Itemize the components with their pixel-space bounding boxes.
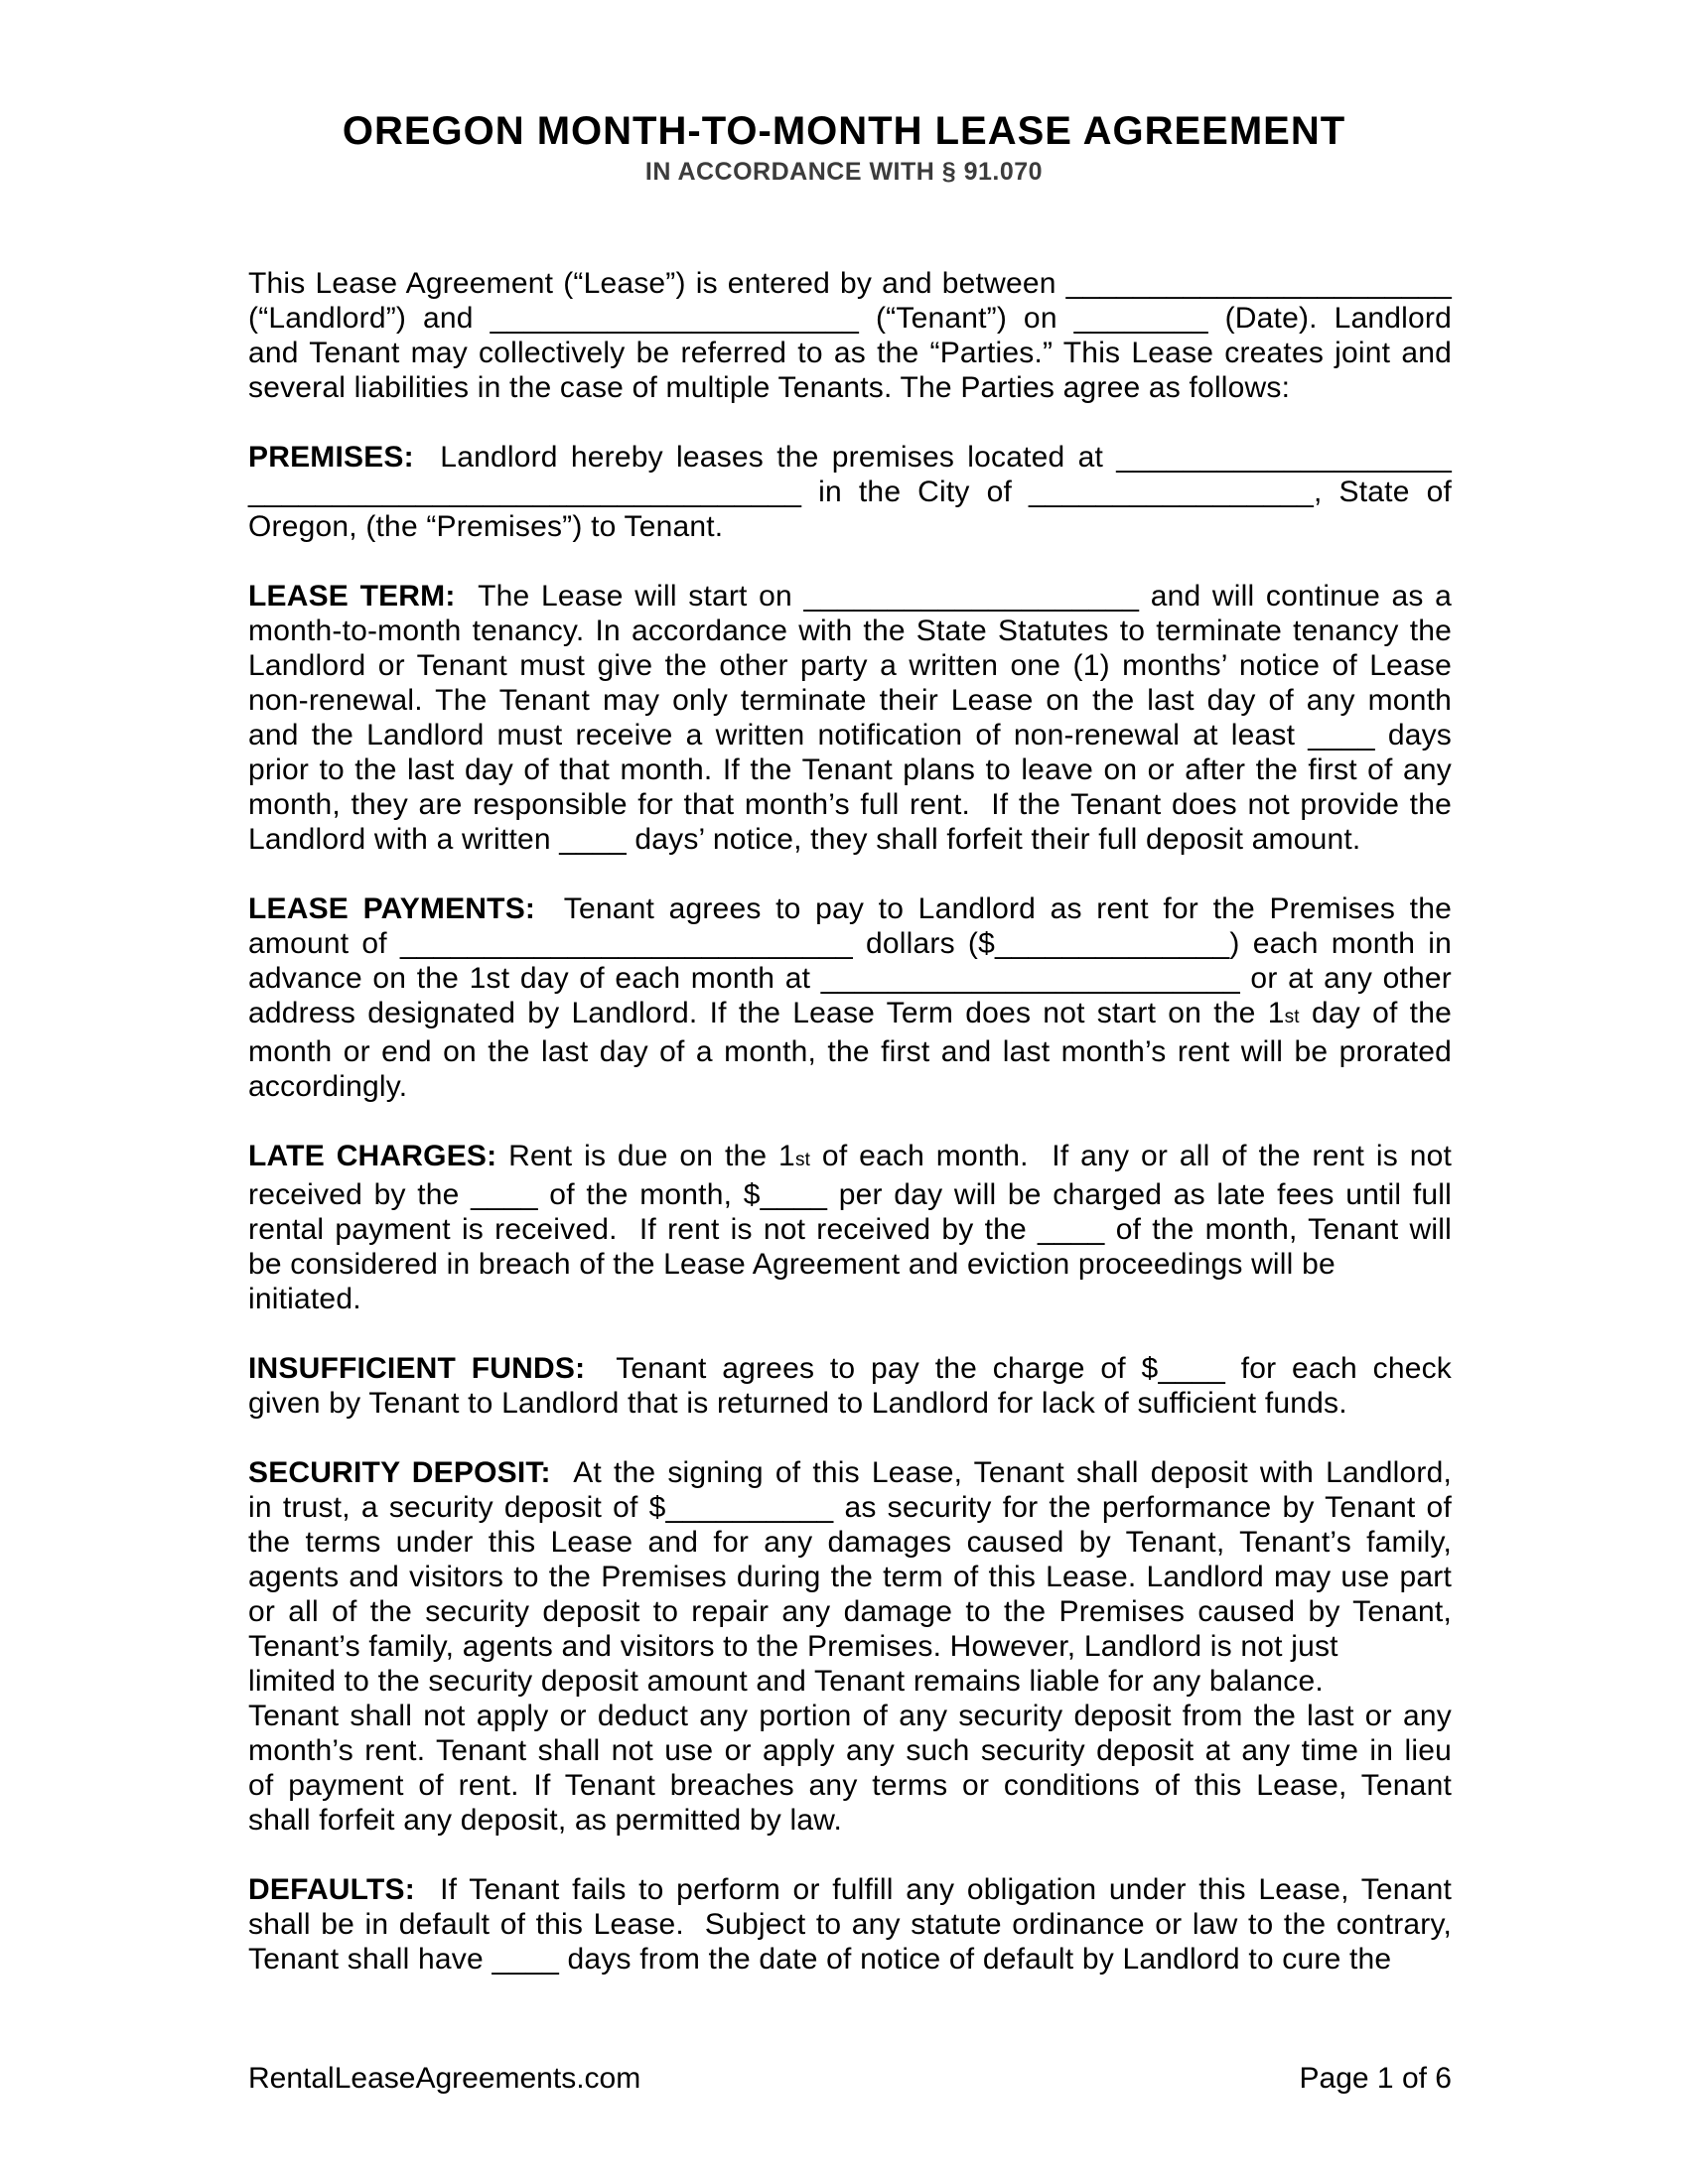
text-segment: dollars ($: [852, 927, 995, 960]
blank-field: ____: [559, 823, 627, 856]
text-line: [248, 718, 1452, 752]
text-segment: and will continue as a: [1139, 580, 1453, 613]
paragraph-defaults: [248, 1872, 1452, 1977]
text-line: [248, 926, 1452, 961]
text-line: [248, 996, 1452, 1034]
text-segment: shall forfeit any deposit, as permitted by law.: [248, 1804, 843, 1837]
blank-field: ____: [760, 1178, 828, 1211]
text-segment: (“Landlord”) and: [248, 302, 491, 335]
text-segment: days: [1374, 719, 1452, 751]
text-segment: prior to the last day of that month. If the Tenant plans to leave on or after the first of any: [248, 753, 1452, 786]
text-segment: be considered in breach of the Lease Agreement and eviction proceedings will be: [248, 1248, 1336, 1281]
text-segment: days from the date of notice of default by Landlord to cure the: [558, 1943, 1392, 1976]
paragraph-lease-payments: [248, 891, 1452, 1104]
blank-field: __________: [665, 1491, 834, 1524]
text-line: [248, 1139, 1452, 1177]
text-segment: or at any other: [1239, 962, 1453, 995]
text-line: [248, 1455, 1452, 1490]
text-line: [248, 1490, 1452, 1525]
text-line: [248, 1069, 1452, 1104]
footer-site-name: RentalLeaseAgreements.com: [248, 2062, 641, 2095]
blank-field: ____: [492, 1943, 559, 1976]
text-line: [248, 1351, 1452, 1386]
text-segment: accordingly.: [248, 1070, 408, 1103]
blank-field: ____: [1038, 1213, 1105, 1246]
document-body: [248, 266, 1452, 1977]
text-line: [248, 1629, 1452, 1664]
blank-field: ______________________: [490, 302, 860, 335]
text-line: [248, 614, 1452, 648]
blank-field: ____________________: [1116, 441, 1452, 474]
text-line: [248, 509, 1452, 544]
text-segment: month or end on the last day of a month, the first and last month’s rent will be prorated: [248, 1035, 1452, 1068]
text-segment: If Tenant fails to perform or fulfill any obligation under this Lease, Tenant: [414, 1873, 1452, 1906]
text-segment: received by the: [248, 1178, 472, 1211]
text-segment: of the month, $: [537, 1178, 761, 1211]
text-line: [248, 1247, 1452, 1282]
text-segment: The Lease will start on: [455, 580, 804, 613]
text-segment: Tenant shall not apply or deduct any portion of any security deposit from the last or any: [248, 1700, 1452, 1732]
text-line: [248, 336, 1452, 370]
text-segment: in the City of: [801, 476, 1029, 508]
text-line: [248, 891, 1452, 926]
text-line: [248, 440, 1452, 475]
text-line: [248, 1212, 1452, 1247]
page-title: OREGON MONTH-TO-MONTH LEASE AGREEMENT: [342, 109, 1346, 153]
blank-field: ______________: [995, 927, 1230, 960]
section-heading: INSUFFICIENT FUNDS:: [248, 1352, 586, 1385]
blank-field: _______________________: [1065, 267, 1452, 300]
paragraph-lease-term: [248, 579, 1452, 857]
section-heading: LEASE PAYMENTS:: [248, 892, 536, 925]
text-segment: Oregon, (the “Premises”) to Tenant.: [248, 510, 724, 543]
text-line: [248, 1594, 1452, 1629]
text-line: [248, 1803, 1452, 1838]
text-segment: for each check: [1224, 1352, 1452, 1385]
text-segment: non-renewal. The Tenant may only terminate their Lease on the last day of any month: [248, 684, 1452, 717]
text-line: [248, 1386, 1452, 1421]
text-line: [248, 1733, 1452, 1768]
text-line: [248, 301, 1452, 336]
text-line: [248, 1872, 1452, 1907]
text-segment: (“Tenant”) on: [859, 302, 1074, 335]
paragraph-intro: [248, 266, 1452, 405]
text-line: [248, 1907, 1452, 1942]
blank-field: _________________________: [820, 962, 1240, 995]
text-segment: month’s rent. Tenant shall not use or apply any such security deposit at any time in lieu: [248, 1734, 1452, 1767]
paragraph-late-charges: [248, 1139, 1452, 1316]
page-subtitle: IN ACCORDANCE WITH § 91.070: [644, 158, 1044, 186]
text-line: [248, 1664, 1452, 1699]
text-segment: month-to-month tenancy. In accordance with the State Statutes to terminate tenancy the: [248, 614, 1452, 647]
text-line: [248, 266, 1452, 301]
text-segment: given by Tenant to Landlord that is returned to Landlord for lack of sufficient funds.: [248, 1387, 1347, 1420]
text-line: [248, 475, 1452, 509]
text-segment: of payment of rent. If Tenant breaches any terms or conditions of this Lease, Tenant: [248, 1769, 1452, 1802]
blank-field: ____: [1308, 719, 1375, 751]
text-line: [248, 961, 1452, 996]
blank-field: ____: [471, 1178, 538, 1211]
text-segment: Tenant’s family, agents and visitors to the Premises. However, Landlord is not just: [248, 1630, 1338, 1663]
text-segment: Landlord with a written: [248, 823, 560, 856]
text-line: [248, 752, 1452, 787]
blank-field: _________________: [1029, 476, 1315, 508]
text-line: [248, 1034, 1452, 1069]
text-line: [248, 822, 1452, 857]
text-segment: month, they are responsible for that month’s full rent. If the Tenant does not provide the: [248, 788, 1452, 821]
text-line: [248, 787, 1452, 822]
text-segment: , State of: [1314, 476, 1452, 508]
text-segment: address designated by Landlord. If the Lease Term does not start on the 1: [248, 997, 1285, 1029]
text-segment: rental payment is received. If rent is not received by the: [248, 1213, 1039, 1246]
text-segment: of each month. If any or all of the rent is not: [810, 1140, 1453, 1172]
text-segment: st: [794, 1150, 811, 1170]
text-line: [248, 1942, 1452, 1977]
text-segment: days’ notice, they shall forfeit their full deposit amount.: [626, 823, 1361, 856]
section-heading: PREMISES:: [248, 441, 414, 474]
text-line: [248, 1560, 1452, 1594]
blank-field: ____: [1158, 1352, 1225, 1385]
text-segment: initiated.: [248, 1283, 361, 1315]
text-segment: per day will be charged as late fees until full: [827, 1178, 1452, 1211]
text-line: [248, 1177, 1452, 1212]
text-segment: advance on the 1st day of each month at: [248, 962, 821, 995]
text-segment: in trust, a security deposit of $: [248, 1491, 666, 1524]
blank-field: ___________________________: [399, 927, 853, 960]
blank-field: ________: [1073, 302, 1208, 335]
text-segment: Landlord or Tenant must give the other party a written one (1) months’ notice of Lease: [248, 649, 1452, 682]
text-segment: or all of the security deposit to repair any damage to the Premises caused by Tenant,: [248, 1595, 1452, 1628]
paragraph-premises: [248, 440, 1452, 544]
text-segment: shall be in default of this Lease. Subject to any statute ordinance or law to the contrary,: [248, 1908, 1452, 1941]
text-segment: day of the: [1299, 997, 1452, 1029]
blank-field: _________________________________: [248, 476, 802, 508]
text-segment: At the signing of this Lease, Tenant shall deposit with Landlord,: [550, 1456, 1452, 1489]
text-segment: Tenant agrees to pay to Landlord as rent for the Premises the: [535, 892, 1452, 925]
text-line: [248, 1699, 1452, 1733]
text-segment: Tenant agrees to pay the charge of $: [585, 1352, 1159, 1385]
section-heading: LEASE TERM:: [248, 580, 456, 613]
text-segment: This Lease Agreement (“Lease”) is entered by and between: [248, 267, 1066, 300]
text-segment: as security for the performance by Tenant of: [833, 1491, 1452, 1524]
text-segment: st: [1284, 1007, 1300, 1027]
text-segment: ) each month in: [1229, 927, 1452, 960]
text-segment: Landlord hereby leases the premises located at: [413, 441, 1117, 474]
text-segment: the terms under this Lease and for any damages caused by Tenant, Tenant’s family,: [248, 1526, 1452, 1559]
text-segment: Rent is due on the 1: [496, 1140, 795, 1172]
text-segment: amount of: [248, 927, 400, 960]
text-segment: several liabilities in the case of multiple Tenants. The Parties agree as follows:: [248, 371, 1291, 404]
text-segment: and the Landlord must receive a written notification of non-renewal at least: [248, 719, 1309, 751]
section-heading: SECURITY DEPOSIT:: [248, 1456, 551, 1489]
text-line: [248, 579, 1452, 614]
text-segment: (Date). Landlord: [1207, 302, 1452, 335]
text-line: [248, 683, 1452, 718]
section-heading: LATE CHARGES:: [248, 1140, 497, 1172]
blank-field: ____________________: [803, 580, 1140, 613]
paragraph-security-deposit: [248, 1455, 1452, 1838]
text-segment: limited to the security deposit amount and Tenant remains liable for any balance.: [248, 1665, 1324, 1698]
text-line: [248, 1282, 1452, 1316]
text-segment: Tenant shall have: [248, 1943, 492, 1976]
paragraph-insufficient-funds: [248, 1351, 1452, 1421]
text-segment: of the month, Tenant will: [1104, 1213, 1452, 1246]
text-line: [248, 370, 1452, 405]
text-segment: agents and visitors to the Premises during the term of this Lease. Landlord may use part: [248, 1561, 1452, 1593]
text-line: [248, 1768, 1452, 1803]
footer-page-number: Page 1 of 6: [1299, 2062, 1452, 2095]
text-line: [248, 1525, 1452, 1560]
page-footer: [248, 2061, 1452, 2096]
text-line: [248, 648, 1452, 683]
section-heading: DEFAULTS:: [248, 1873, 415, 1906]
text-segment: and Tenant may collectively be referred to as the “Parties.” This Lease creates joint and: [248, 337, 1452, 369]
